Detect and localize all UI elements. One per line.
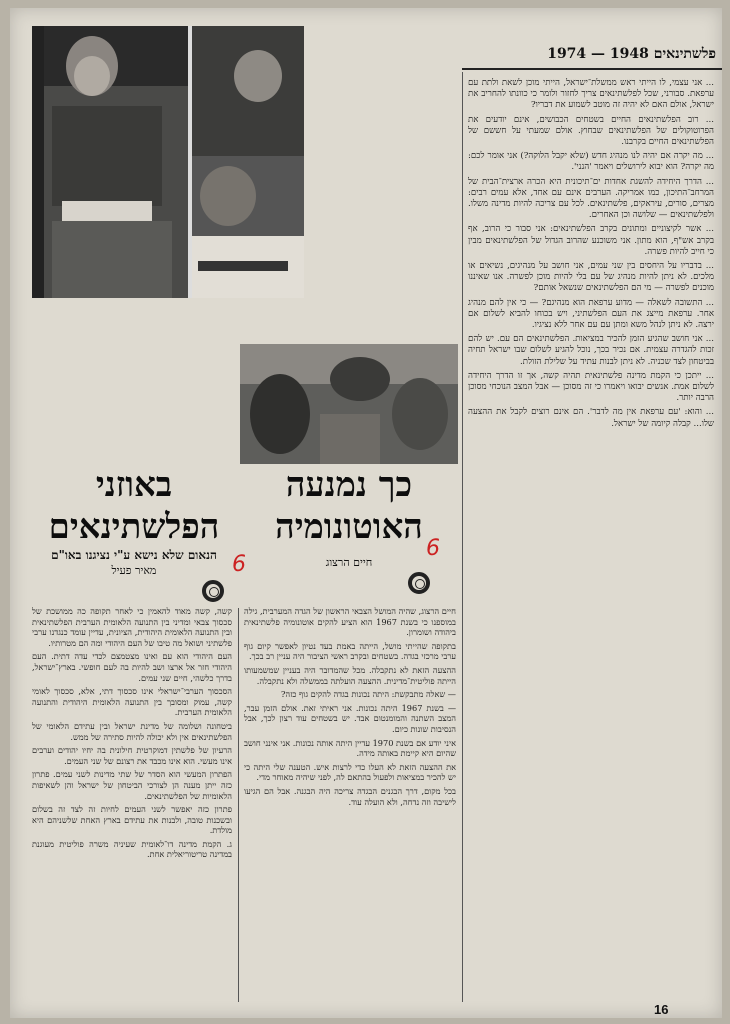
article-right-paragraph: ... מה יקרה אם יהיה לנו מנהיג חדש (שלא יקבל הלוקה?) אני אומר לכם: מה יקרה? הוא יבוא לירושלים ויאמר 'הנני'. [468,151,714,173]
article-left-paragraph: ג. הקמת מדינה דו־לאומית שעיניה משרה פוליטית מעוגנת במדינה טריטוריאלית אחת. [32,838,232,860]
headline-left [34,464,234,548]
article-middle-paragraph: חיים הרצוג, שהיה המושל הצבאי הראשון של הגדה המערבית, גילה במוספנו כי בשנת 1967 הוא הציע להקים אוטונומיה פלשתינאית ביהודה ושומרון. [244,606,456,638]
article-middle-paragraph: את ההצעה הזאת לא העלו כדי לרצות איש. הטענה שלי היתה כי יש להכיר במציאות ולפעול בהתאם לה, לפני שיהיה מאוחר מדי. [244,761,456,783]
article-left-paragraph: הרעיון של פלשתין דמוקרטית חילונית בה יחיו יהודים וערבים אינו מעשי. הוא אינו מכבד את רצונם של שני העמים. [32,745,232,766]
newspaper-page [10,8,722,1018]
photo-woman-crying [32,26,190,298]
article-middle-paragraph: בכל מקום, דרך הבגנים הבגדה צריכה היה הבגנה. אבל הם הגיעו לישיבה וזה נדחה, ולא הועלה עוד. [244,785,456,807]
article-right-paragraph: ... אשר לקיצוניים ומתונים בקרב הפלשתינאים: אני סבור כי הרוב, אף בקרב אש"ף, הוא מתון. אני משוכנע שהרוב הגדול של הפלשתינאים מבין כי חייב להיות פשרה. [468,224,714,257]
ornament-ring-middle [408,572,430,594]
article-right-paragraph: ... ייתכן כי הקמת מדינה פלשתינאית תהיה קשה, אך זו הדרך היחידה לשלום אמת. אנשים יבואו ויאמרו כי זה מסוכן — אבל המצב הנוכחי מסוכן הרבה יותר. [468,370,714,404]
article-right-paragraph: ... והוא: 'עם ערפאת אין מה לדבר'. הם אינם רוצים לקבל את ההצעה שלו... קבלה קיומה של ישראל. [468,407,714,429]
article-left-paragraph: פתרון כזה יאפשר לשני העמים לחיות זה לצד זה בשלום ובשכנות טובה, ולבנות את עתידם בארץ האחת שלשניהם היא מולדת. [32,804,232,836]
article-right-paragraph: ... בדבריו על היחסים בין שני עמים, אני חושב על מנהיגים, נשיאים או מלכים. לא ניתן להיות מנהיג של עם בלי להיות מוכן לפשרה. אנו שאיננו מוכנים לפשרה — מי הם הפלשתינאים שנשאל אותם? [468,261,714,294]
article-right-body [468,78,714,1004]
headline-middle [242,464,456,548]
section-header: פלשתינאים 1948 — 1974 [547,46,716,62]
photo-men-crowd [188,26,304,298]
article-left-body [32,606,232,1004]
article-middle-body [244,606,456,1004]
article-right-paragraph: ... הדרך היחידה להשגת אחדות ים־תיכונית היא הכרה ארצית־הבית של המרחב־התיכון, כמו אמריקה. הערבים אינם עם אחד, אלא עמים רבים: מצרים, סורים, עיראקים, פלשתינאים. לכל עם צריכה להיות מדינה משלו. ולפלשתינאים — שלושה וכן האחרים. [468,176,714,221]
handwritten-mark-1: 6 [232,552,246,577]
headline-left-line1: באוזני [95,465,173,505]
page-number: 16 [654,1002,669,1017]
headline-left-line2: הפלשתינאים [48,507,220,547]
article-left-paragraph: הסכסוך הערבי־ישראלי אינו סכסוך דתי, אלא, סכסוך לאומי קשה, עמוק ומסובך בין התנועה הלאומית היהודית והתנועה הלאומית הערבית. [32,686,232,718]
article-left-paragraph: הפתרון המעשי הוא הסדר של שתי מדינות לשני עמים. פתרון כזה ייתן מענה הן לצורכי הביטחון של ישראל והן לשאיפות הלאומיות של הפלשתינאים. [32,769,232,801]
article-right-paragraph: ... רוב הפלשתינאים החיים בשטחים הכבושים, אינם יודעים את הפרוטוקולים של הפלשתינאים שבחוץ. אולם שמעתי על חששם של הפלשתינאים החיים בקרבנו. [468,114,714,148]
article-middle-paragraph: בתקופה שהייתי מושל, הייתה באמת בעד נטיון לאפשר קיום גוף ערבי מרכזי בגדה. בשטחים ובקרב ראשי הציבור היה עניין רב בכך. [244,640,456,662]
article-left-paragraph: ביטחונה ושלומה של מדינת ישראל ובין עתידם הלאומי של הפלשתינאים אין ולא יכולה להיות סתירה של ממש. [32,720,232,742]
headline-middle-line2: האוטונומיה [275,507,423,547]
article-middle-paragraph: ההצעה הזאת לא נתקבלה. מכל שהמדובר היה בעניין שמשמעותו הייתה פוליטית־מדינית. ההצעה הועלתה בממשלה ולא נתקבלה. [244,664,456,686]
article-middle-paragraph: — בשנת 1967 היתה נכונות. אני ראיתי זאת. אולם הזמן עבר, המצב השתנה והמומנטום אבד. יש בשטחים עוד רצון לכך, אבל הנסיבות שונות כיום. [244,702,456,734]
column-rule-right [462,72,463,1002]
headline-middle-line1: כך נמנעה [285,465,413,505]
column-rule-left [238,608,239,1002]
article-right-paragraph: ... התשובה לשאלה — מדוע ערפאת הוא מנהיגם? — כי אין להם מנהיג אחר. ערפאת מייצג את העם הפלשתיני, ויש בכוחו להביא לשלום אם ירצה. לא ניתן לנהל משא ומתן עם עם אחר ללא נציגיו. [468,297,714,331]
article-middle-paragraph: איני יודע אם בשנת 1970 עדיין היתה אותה נכונות. אני אינני חושב שהיום היא קיימת באותה מידה. [244,737,456,759]
article-left-paragraph: העם היהודי הוא עם ואינו מצטמצם לכדי עדה דתית. העם היהודי חזר אל ארצו ושב להיות בה לעם חופשי. בארץ־ישראל, בדרך כלשהי, חיים שני עמים. [32,651,232,683]
article-right-paragraph: ... אני חושב שהגיע הזמן להכיר במציאות. הפלשתינאים הם עם. יש להם זכות להגדרה עצמית. אם נכיר בכך, נוכל להגיע לשלום שבו ישראל תחיה בביטחון לצד שכניה. לא ניתן לבנות עתיד על שלילת הזולת. [468,334,714,367]
handwritten-mark-2: 6 [426,536,440,561]
subheadline-left: הנאום שלא נישא ע"י נציגנו באו"ם [51,548,217,562]
article-right-paragraph: ... אני עצמי, לו הייתי ראש ממשלת־ישראל, הייתי מוכן לשאת ולתת עם ערפאת. סבורני, שכל לפלשתינאים צריך לחזור ולומר כי כוונתו להחריב את ישראל, אולם האם לא יהיה זה מוטב לשמוע את דבריו? [468,78,714,111]
byline-middle: חיים הרצוג [325,556,373,569]
photo-officials [240,344,458,464]
article-middle-paragraph: — שאלה מתבקשת: היתה נכונות בגדה להקים גוף כזה? [281,689,456,700]
byline-left: מאיר פעיל [111,564,157,577]
article-left-paragraph: קשה, קשה מאוד להאמין כי לאחר תקופה כה ממושכת של סכסוך צבאי ומדיני בין התנועה הלאומית הערבית הפלשתינאית ובין התנועה הלאומית היהודית, הציונית, עדיין עומד כנגדנו ערבי פלשתיני ושואל מה טיבו של העם היהודי ומה הם מטרותיו. [32,606,232,648]
ornament-ring-left [202,580,224,602]
